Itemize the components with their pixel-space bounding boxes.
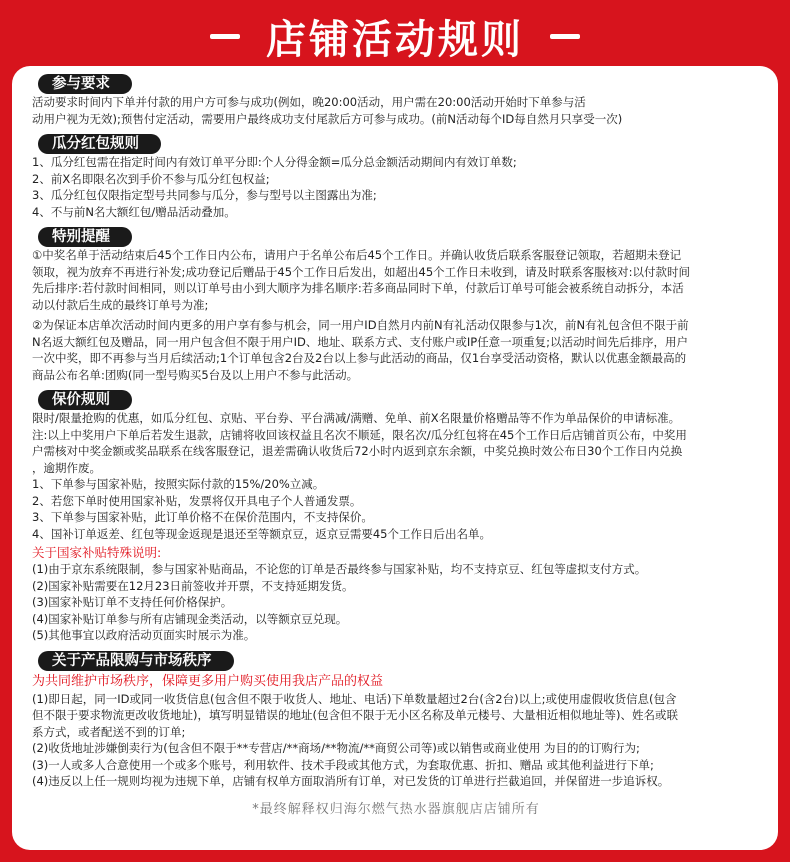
section-title-red-packet: 瓜分红包规则 (38, 134, 161, 154)
header-dash-left (210, 34, 240, 39)
text-line: (2)收货地址涉嫌倒卖行为(包含但不限于**专营店/**商场/**物流/**商贸公司等)或以销售或商业使用 为目的的订购行为; (32, 741, 640, 755)
text-line: 4、不与前N名大额红包/赠品活动叠加。 (32, 204, 236, 219)
text-line: 一次中奖，即不再参与当月后续活动;1个订单包含2台及2台以上参与此活动的商品，仅1台享受活动资格，默认以优惠金额最高的 (32, 351, 687, 365)
text-line: 3、下单参与国家补贴，此订单价格不在保价范围内，不支持保价。 (32, 510, 373, 524)
text-line: ，逾期作废。 (32, 460, 101, 475)
section-requirements (32, 70, 760, 127)
section-title-price-protect: 保价规则 (38, 390, 132, 410)
text-line: 系方式，或者配送不到的订单; (32, 724, 186, 739)
text-line: 注:以上中奖用户下单后若发生退款，店铺将收回该权益且名次不顺延，限名次/瓜分红包将在45个工作日后店铺首页公布，中奖用 (32, 427, 687, 442)
text-line: (3)一人或多人合意使用一个或多个账号，利用软件、技术手段或其他方式，为套取优惠、折扣、赠品 或其他利益进行下单; (32, 757, 654, 772)
text-line: ①中奖名单于活动结束后45个工作日内公布，请用户于名单公布后45个工作日。并确认收货后联系客服登记领取，若超期未登记 (32, 248, 682, 262)
text-line: (4)国家补贴订单参与所有店铺现金类活动，以等额京豆兑现。 (32, 611, 348, 626)
text-line: 2、若您下单时使用国家补贴，发票将仅开具电子个人普通发票。 (32, 493, 362, 508)
rules-card (12, 66, 778, 850)
text-line: 活动要求时间内下单并付款的用户方可参与成功(例如，晚20:00活动，用户需在20:00活动开始时下单参与活 (32, 95, 586, 109)
page-header (0, 0, 790, 72)
text-line: 动以付款后生成的最终订单号为准; (32, 297, 209, 312)
section-market (32, 647, 760, 790)
text-line: 先后排序:若付款时间相同，则以订单号由小到大顺序为排名顺序:若多商品同时下单，付款后订单号可能会被系统自动拆分，本活 (32, 281, 684, 295)
header-dash-right (550, 34, 580, 39)
text-line: 1、下单参与国家补贴，按照实际付款的15%/20%立减。 (32, 477, 325, 491)
text-line: (3)国家补贴订单不支持任何价格保护。 (32, 595, 233, 609)
text-line: 4、国补订单返差、红包等现金返现是退还至等额京豆，返京豆需要45个工作日后出名单。 (32, 526, 491, 541)
text-line: 但不限于要求物流更改收货地址)，填写明显错误的地址(包含但不限于无小区名称及单元楼号、大量相近相似地址等)、姓名或联 (32, 708, 678, 722)
footer-note: *最终解释权归海尔燃气热水器旗舰店店铺所有 (252, 801, 540, 817)
text-line: (5)其他事宜以政府活动页面实时展示为准。 (32, 628, 256, 642)
text-line: N名返大额红包及赠品，同一用户包含但不限于用户ID、地址、联系方式、支付账户或IP任意一项重复;以活动时间先后排序，用户 (32, 334, 689, 349)
text-line: (1)即日起，同一ID或同一收货信息(包含但不限于收货人、地址、电话)下单数量超过2台(含2台)以上;或使用虚假收货信息(包含 (32, 691, 677, 706)
section-red-packet (32, 130, 760, 220)
section-title-market: 关于产品限购与市场秩序 (38, 651, 234, 671)
text-line: 商品公布名单:团购(同一型号购买5台及以上用户不参与此活动。 (32, 367, 359, 382)
text-line: (4)违反以上任一规则均视为违规下单，店铺有权单方面取消所有订单，对已发货的订单进行拦截追回，并保留进一步追诉权。 (32, 774, 670, 788)
subsidy-heading: 关于国家补贴特殊说明: (32, 545, 162, 560)
section-title-requirements: 参与要求 (38, 74, 132, 94)
text-line: 3、瓜分红包仅限指定型号共同参与瓜分，参与型号以主图露出为准; (32, 188, 377, 202)
section-price-protect (32, 386, 760, 644)
text-line: 1、瓜分红包需在指定时间内有效订单平分即:个人分得金额=瓜分总金额活动期间内有效订单数; (32, 155, 517, 169)
market-subtitle: 为共同维护市场秩序，保障更多用户购买使用我店产品的权益 (32, 673, 384, 689)
text-line: 领取，视为放弃不再进行补发;成功登记后赠品于45个工作日后发出，如超出45个工作日未收到，请及时联系客服核对:以付款时间 (32, 264, 691, 279)
text-line: 2、前X名即限名次到手价不参与瓜分红包权益; (32, 171, 270, 186)
text-line: 限时/限量抢购的优惠，如瓜分红包、京贴、平台券、平台满减/满赠、免单、前X名限量价格赠品等不作为单品保价的申请标准。 (32, 411, 681, 425)
section-special (32, 223, 760, 383)
page-title: 店铺活动规则 (266, 16, 524, 63)
text-line: 动用户视为无效);预售付定活动，需要用户最终成功支付尾款后方可参与成功。(前N活动每个ID每自然月只享受一次) (32, 111, 623, 126)
section-title-special: 特别提醒 (38, 227, 132, 247)
text-line: (1)由于京东系统限制，参与国家补贴商品，不论您的订单是否最终参与国家补贴，均不支持京豆、红包等虚拟支付方式。 (32, 562, 647, 576)
text-line: 户需核对中奖金额或奖品联系在线客服登记，退差需确认收货后72小时内返到京东余额，中奖兑换时效公布日30个工作日内兑换 (32, 444, 683, 458)
text-line: ②为保证本店单次活动时间内更多的用户享有参与机会，同一用户ID自然月内前N有礼活动仅限参与1次，前N有礼包含但不限于前 (32, 318, 689, 332)
text-line: (2)国家补贴需要在12月23日前签收并开票，不支持延期发货。 (32, 578, 354, 593)
